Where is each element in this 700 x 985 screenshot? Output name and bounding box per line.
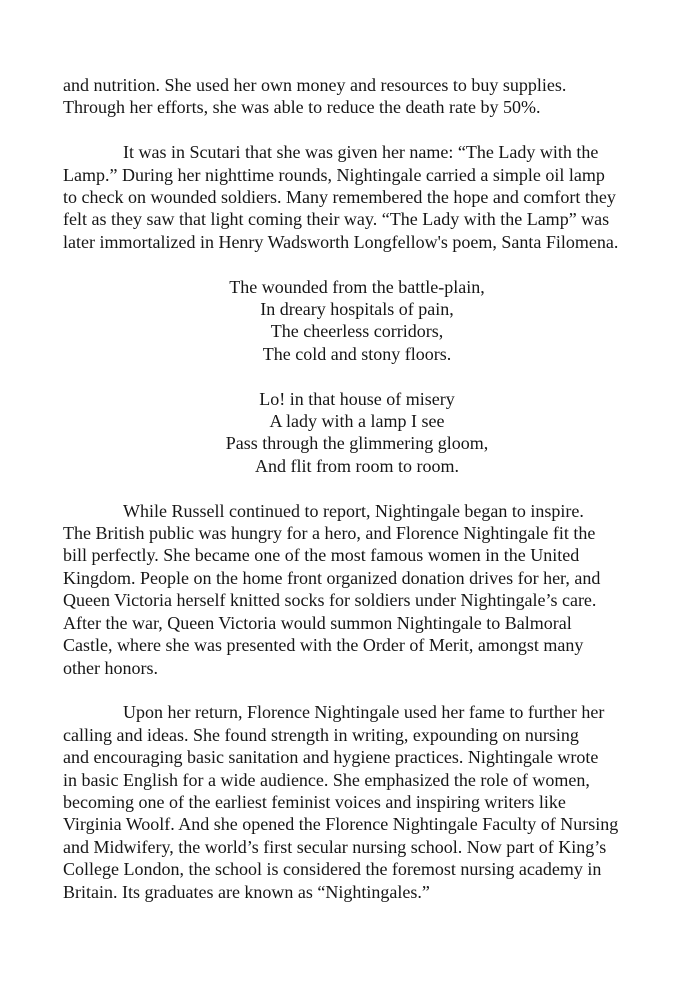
text-line: Virginia Woolf. And she opened the Florence Nightingale Faculty of Nursing bbox=[63, 814, 619, 835]
text-line: Lo! in that house of misery bbox=[259, 388, 455, 409]
text-line: Pass through the glimmering gloom, bbox=[225, 433, 489, 454]
text-line: to check on wounded soldiers. Many remembered the hope and comfort they bbox=[63, 187, 616, 208]
paragraph bbox=[63, 74, 651, 119]
text-line: The wounded from the battle-plain, bbox=[229, 276, 485, 297]
text-line: And flit from room to room. bbox=[255, 455, 459, 476]
text-line: The British public was hungry for a hero, and Florence Nightingale fit the bbox=[63, 523, 596, 544]
text-line: Lamp.” During her nighttime rounds, Nightingale carried a simple oil lamp bbox=[63, 164, 605, 185]
text-line: calling and ideas. She found strength in writing, expounding on nursing bbox=[63, 724, 579, 745]
text-line: Britain. Its graduates are known as “Nightingales.” bbox=[63, 881, 430, 902]
text-line: and nutrition. She used her own money and resources to buy supplies. bbox=[63, 75, 567, 95]
text-line: Through her efforts, she was able to reduce the death rate by 50%. bbox=[63, 97, 541, 118]
paragraph bbox=[63, 701, 651, 903]
text-line: Kingdom. People on the home front organized donation drives for her, and bbox=[63, 567, 601, 588]
text-line: A lady with a lamp I see bbox=[269, 411, 445, 432]
text-line: Queen Victoria herself knitted socks for soldiers under Nightingale’s care. bbox=[63, 590, 597, 611]
text-line: The cold and stony floors. bbox=[262, 343, 452, 364]
text-line: Upon her return, Florence Nightingale used her fame to further her bbox=[123, 702, 605, 723]
text-line: in basic English for a wide audience. She emphasized the role of women, bbox=[63, 769, 590, 790]
paragraph bbox=[63, 141, 651, 253]
text-line: College London, the school is considered the foremost nursing academy in bbox=[63, 859, 602, 880]
text-line: felt as they saw that light coming their way. “The Lady with the Lamp” was bbox=[63, 209, 610, 230]
text-line: other honors. bbox=[63, 657, 158, 678]
text-line: It was in Scutari that she was given her name: “The Lady with the bbox=[123, 142, 599, 163]
text-line: The cheerless corridors, bbox=[270, 321, 444, 342]
text-line: and encouraging basic sanitation and hygiene practices. Nightingale wrote bbox=[63, 747, 599, 768]
text-line: In dreary hospitals of pain, bbox=[260, 299, 454, 320]
text-line: Castle, where she was presented with the Order of Merit, amongst many bbox=[63, 635, 584, 656]
text-line: After the war, Queen Victoria would summon Nightingale to Balmoral bbox=[63, 612, 572, 633]
text-line: While Russell continued to report, Nightingale began to inspire. bbox=[123, 500, 584, 521]
text-line: bill perfectly. She became one of the most famous women in the United bbox=[63, 545, 580, 566]
text-line: becoming one of the earliest feminist voices and inspiring writers like bbox=[63, 791, 566, 812]
verse-stanza bbox=[63, 276, 651, 366]
paragraph bbox=[63, 500, 651, 679]
verse-stanza bbox=[63, 388, 651, 478]
text-line: later immortalized in Henry Wadsworth Longfellow's poem, Santa Filomena. bbox=[63, 231, 619, 252]
text-line: and Midwifery, the world’s first secular nursing school. Now part of King’s bbox=[63, 836, 607, 857]
